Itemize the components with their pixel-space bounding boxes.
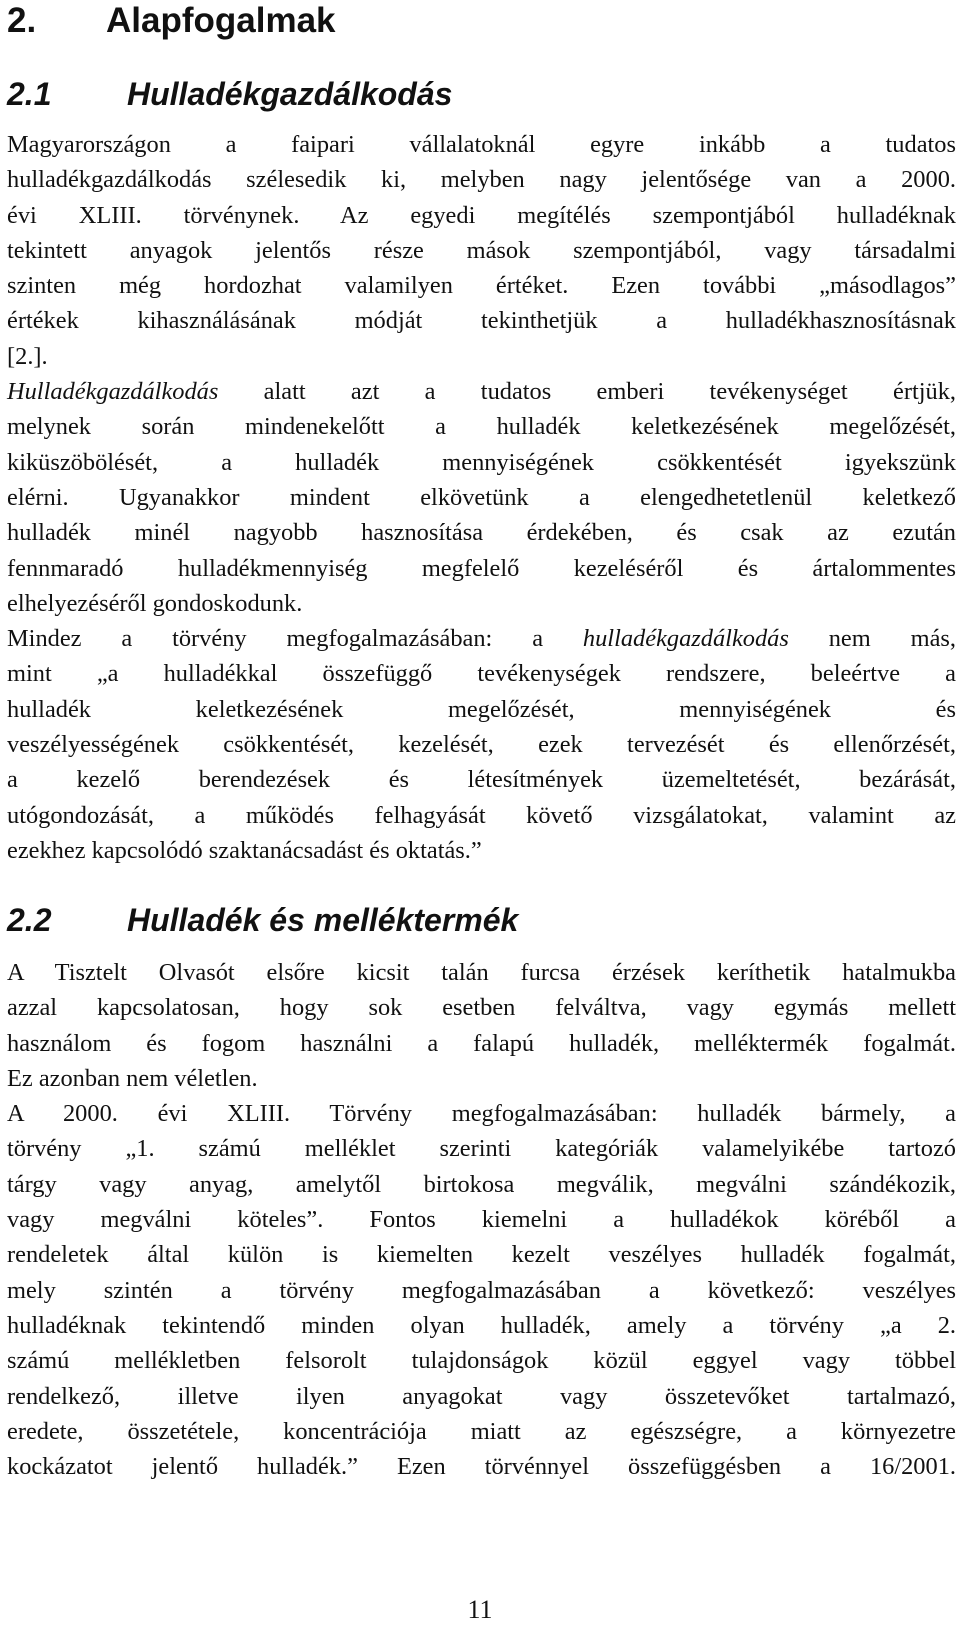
text-line: tekintett anyagok jelentős része mások szempontjából, vagy társadalmi <box>7 236 956 264</box>
text-fragment: nem más, <box>788 625 956 653</box>
paragraph-section-2-2 <box>7 955 956 1484</box>
text-line: Magyarországon a faipari vállalatoknál egyre inkább a tudatos <box>7 131 956 158</box>
text-line: törvény „1. számú melléklet szerinti kategóriák valamelyikébe tartozó <box>7 1135 956 1163</box>
text-line: számú mellékletben felsorolt tulajdonságok közül eggyel vagy többel <box>7 1347 956 1375</box>
text-line: használom és fogom használni a falapú hulladék, melléktermék fogalmát. <box>7 1029 956 1057</box>
text-line: azzal kapcsolatosan, hogy sok esetben felváltva, vagy egymás mellett <box>7 994 956 1022</box>
section-title: Hulladékgazdálkodás <box>127 76 453 112</box>
text-line: tárgy vagy anyag, amelytől birtokosa megválik, megválni szándékozik, <box>7 1170 956 1198</box>
text-line <box>7 621 956 656</box>
text-line: utógondozását, a működés felhagyását követő vizsgálatokat, valamint az <box>7 801 956 829</box>
text-line: ezekhez kapcsolódó szaktanácsadást és oktatás.” <box>7 836 482 864</box>
text-line: melynek során mindenekelőtt a hulladék keletkezésének megelőzését, <box>7 413 956 441</box>
text-line: évi XLIII. törvénynek. Az egyedi megítélés szempontjából hulladéknak <box>7 201 956 229</box>
chapter-title: Alapfogalmak <box>106 1 336 40</box>
text-line: kockázatot jelentő hulladék.” Ezen törvénnyel összefüggésben a 16/2001. <box>7 1453 956 1481</box>
text-line: elérni. Ugyanakkor mindent elkövetünk a elengedhetetlenül keletkező <box>7 483 956 511</box>
text-line: kiküszöbölését, a hulladék mennyiségének csökkentését igyekszünk <box>7 448 956 476</box>
section-number: 2.1 <box>7 76 52 112</box>
text-line: szinten még hordozhat valamilyen értéket. Ezen további „másodlagos” <box>7 272 956 300</box>
text-line: A 2000. évi XLIII. Törvény megfogalmazásában: hulladék bármely, a <box>7 1100 956 1128</box>
text-line: vagy megválni köteles”. Fontos kiemelni a hulladékok köréből a <box>7 1206 956 1234</box>
chapter-heading <box>7 0 336 42</box>
text-line: A Tisztelt Olvasót elsőre kicsit talán furcsa érzések keríthetik hatalmukba <box>7 959 956 986</box>
text-line: hulladékgazdálkodás szélesedik ki, melyben nagy jelentősége van a 2000. <box>7 166 956 194</box>
text-fragment: Mindez a törvény megfogalmazásában: a <box>7 625 583 653</box>
text-line: értékek kihasználásának módját tekinthetjük a hulladékhasznosításnak <box>7 307 956 335</box>
text-line: hulladéknak tekintendő minden olyan hulladék, amely a törvény „a 2. <box>7 1311 956 1339</box>
text-fragment: alatt azt a tudatos emberi tevékenységet értjük, <box>218 378 956 406</box>
italic-term: hulladékgazdálkodás <box>582 625 789 653</box>
text-line: Ez azonban nem véletlen. <box>7 1064 258 1092</box>
paragraph-intro <box>7 127 956 868</box>
text-line <box>7 374 956 409</box>
text-line: rendelkező, illetve ilyen anyagokat vagy összetevőket tartalmazó, <box>7 1382 956 1410</box>
text-line: [2.]. <box>7 342 48 370</box>
chapter-number: 2. <box>7 1 37 40</box>
text-line: elhelyezéséről gondoskodunk. <box>7 589 303 617</box>
italic-term: Hulladékgazdálkodás <box>7 378 219 406</box>
text-line: hulladék keletkezésének megelőzését, mennyiségének és <box>7 695 956 723</box>
text-line: veszélyességének csökkentését, kezelését, ezek tervezését és ellenőrzését, <box>7 731 956 759</box>
page-number: 11 <box>467 1595 493 1624</box>
section-title: Hulladék és melléktermék <box>127 902 519 938</box>
section-number: 2.2 <box>7 902 52 938</box>
text-line: rendeletek által külön is kiemelten kezelt veszélyes hulladék fogalmát, <box>7 1241 956 1269</box>
text-line: mely szintén a törvény megfogalmazásában a következő: veszélyes <box>7 1276 956 1304</box>
section-heading-2-2 <box>7 900 518 940</box>
text-line: fennmaradó hulladékmennyiség megfelelő kezeléséről és ártalommentes <box>7 554 956 582</box>
text-line: a kezelő berendezések és létesítmények üzemeltetését, bezárását, <box>7 766 956 794</box>
text-line: hulladék minél nagyobb hasznosítása érdekében, és csak az ezután <box>7 519 956 547</box>
text-line: eredete, összetétele, koncentrációja miatt az egészségre, a környezetre <box>7 1417 956 1445</box>
section-heading-2-1 <box>7 74 452 114</box>
text-line: mint „a hulladékkal összefüggő tevékenységek rendszere, beleértve a <box>7 660 956 688</box>
